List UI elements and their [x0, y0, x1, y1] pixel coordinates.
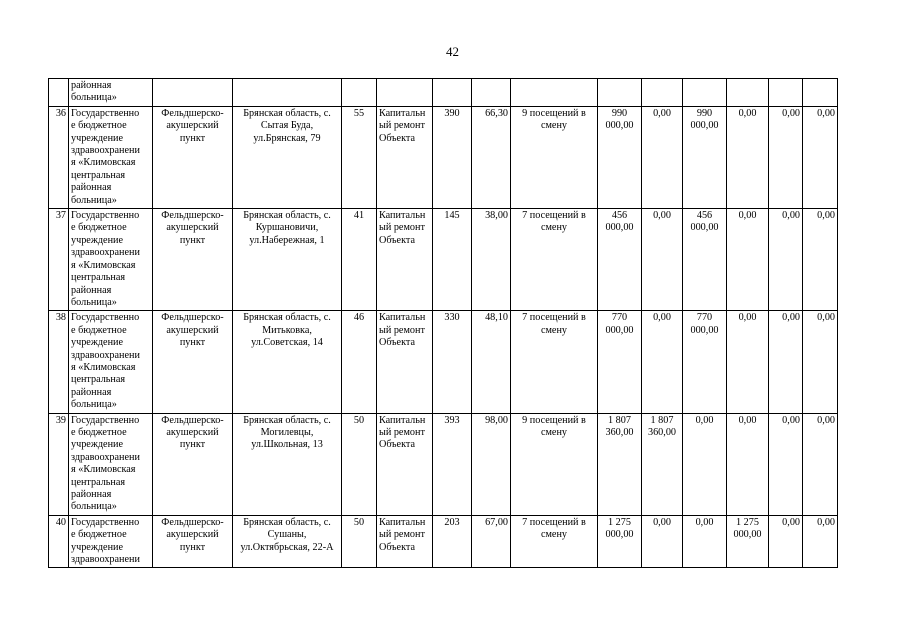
facility-type-cell: Фельдшерско- акушерский пункт: [153, 311, 233, 413]
row-number: 37: [49, 209, 69, 311]
value-5-cell: 0,00: [803, 209, 838, 311]
wear-cell: 98,00: [472, 413, 511, 515]
work-type-cell: Капитальн ый ремонт Объекта: [377, 515, 433, 568]
code-cell: 41: [342, 209, 377, 311]
facility-type-cell: Фельдшерско- акушерский пункт: [153, 515, 233, 568]
table-row: [49, 311, 838, 413]
institution-cell: Государственно е бюджетное учреждение здравоохранени я «Климовская центральная районная больница»: [69, 106, 153, 208]
table-row-continuation: [49, 79, 838, 107]
value-2-cell: 990 000,00: [683, 106, 727, 208]
value-3-cell: 0,00: [727, 209, 769, 311]
total-cost-cell: 1 807 360,00: [598, 413, 642, 515]
objects-table: [48, 78, 838, 568]
code-cell: 50: [342, 515, 377, 568]
value-4-cell: 0,00: [769, 311, 803, 413]
work-type-cell: Капитальн ый ремонт Объекта: [377, 106, 433, 208]
address-cell: Брянская область, с. Куршановичи, ул.Набережная, 1: [233, 209, 342, 311]
value-5-cell: 0,00: [803, 413, 838, 515]
value-2-cell: 0,00: [683, 515, 727, 568]
wear-cell: 67,00: [472, 515, 511, 568]
row-number: 38: [49, 311, 69, 413]
capacity-cell: 9 посещений в смену: [511, 106, 598, 208]
work-type-cell: Капитальн ый ремонт Объекта: [377, 413, 433, 515]
value-3-cell: 0,00: [727, 106, 769, 208]
total-cost-cell: 456 000,00: [598, 209, 642, 311]
table-row: [49, 413, 838, 515]
wear-cell: 66,30: [472, 106, 511, 208]
address-cell: Брянская область, с. Могилевцы, ул.Школьная, 13: [233, 413, 342, 515]
value-3-cell: 0,00: [727, 413, 769, 515]
table-row: [49, 515, 838, 568]
area-cell: 390: [433, 106, 472, 208]
wear-cell: 48,10: [472, 311, 511, 413]
capacity-cell: 7 посещений в смену: [511, 515, 598, 568]
total-cost-cell: 990 000,00: [598, 106, 642, 208]
page-number: 42: [446, 44, 459, 59]
value-4-cell: 0,00: [769, 515, 803, 568]
value-4-cell: 0,00: [769, 209, 803, 311]
work-type-cell: Капитальн ый ремонт Объекта: [377, 311, 433, 413]
value-2-cell: 456 000,00: [683, 209, 727, 311]
capacity-cell: 7 посещений в смену: [511, 209, 598, 311]
address-cell: Брянская область, с. Митьковка, ул.Советская, 14: [233, 311, 342, 413]
facility-type-cell: Фельдшерско- акушерский пункт: [153, 106, 233, 208]
facility-type-cell: Фельдшерско- акушерский пункт: [153, 209, 233, 311]
value-1-cell: 0,00: [642, 106, 683, 208]
value-1-cell: 0,00: [642, 311, 683, 413]
row-number: 40: [49, 515, 69, 568]
capacity-cell: 7 посещений в смену: [511, 311, 598, 413]
value-5-cell: 0,00: [803, 311, 838, 413]
area-cell: 203: [433, 515, 472, 568]
area-cell: 393: [433, 413, 472, 515]
value-3-cell: 0,00: [727, 311, 769, 413]
code-cell: 46: [342, 311, 377, 413]
address-cell: Брянская область, с. Сытая Буда, ул.Брянская, 79: [233, 106, 342, 208]
institution-cell: районная больница»: [69, 79, 153, 107]
facility-type-cell: Фельдшерско- акушерский пункт: [153, 413, 233, 515]
work-type-cell: Капитальн ый ремонт Объекта: [377, 209, 433, 311]
institution-cell: Государственно е бюджетное учреждение здравоохранени: [69, 515, 153, 568]
value-4-cell: 0,00: [769, 106, 803, 208]
address-cell: Брянская область, с. Сушаны, ул.Октябрьская, 22-А: [233, 515, 342, 568]
capacity-cell: 9 посещений в смену: [511, 413, 598, 515]
wear-cell: 38,00: [472, 209, 511, 311]
value-4-cell: 0,00: [769, 413, 803, 515]
value-2-cell: 0,00: [683, 413, 727, 515]
row-number: 36: [49, 106, 69, 208]
value-1-cell: 0,00: [642, 515, 683, 568]
value-2-cell: 770 000,00: [683, 311, 727, 413]
code-cell: 50: [342, 413, 377, 515]
area-cell: 145: [433, 209, 472, 311]
table-row: [49, 209, 838, 311]
value-1-cell: 0,00: [642, 209, 683, 311]
total-cost-cell: 1 275 000,00: [598, 515, 642, 568]
value-5-cell: 0,00: [803, 515, 838, 568]
total-cost-cell: 770 000,00: [598, 311, 642, 413]
row-number: 39: [49, 413, 69, 515]
area-cell: 330: [433, 311, 472, 413]
institution-cell: Государственно е бюджетное учреждение здравоохранени я «Климовская центральная районная больница»: [69, 209, 153, 311]
institution-cell: Государственно е бюджетное учреждение здравоохранени я «Климовская центральная районная больница»: [69, 413, 153, 515]
table-row: [49, 106, 838, 208]
institution-cell: Государственно е бюджетное учреждение здравоохранени я «Климовская центральная районная больница»: [69, 311, 153, 413]
value-3-cell: 1 275 000,00: [727, 515, 769, 568]
value-1-cell: 1 807 360,00: [642, 413, 683, 515]
code-cell: 55: [342, 106, 377, 208]
value-5-cell: 0,00: [803, 106, 838, 208]
